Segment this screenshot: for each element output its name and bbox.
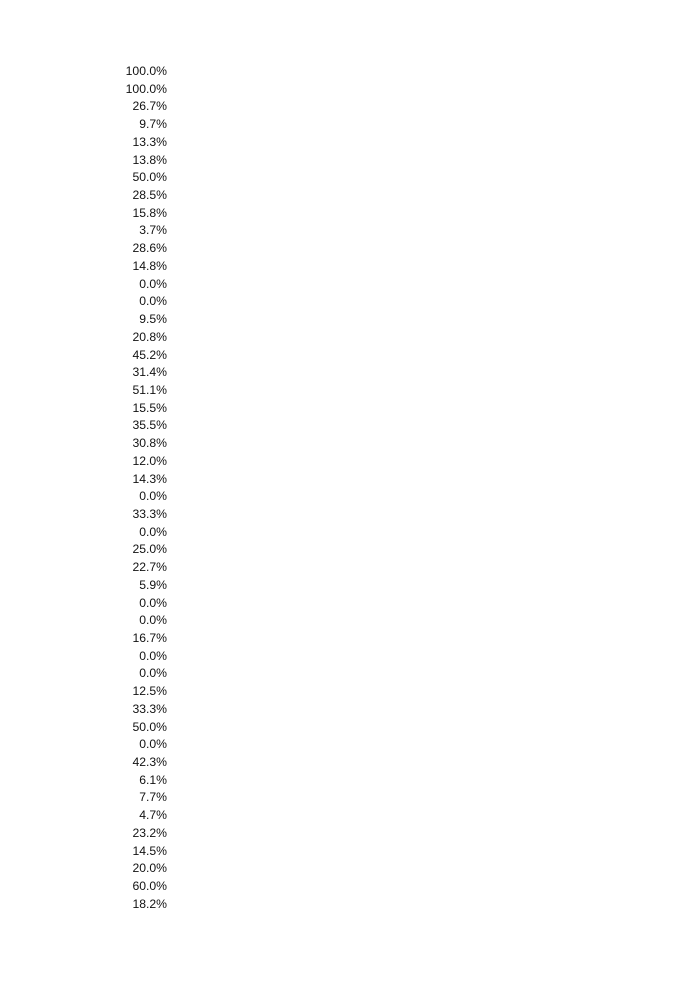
percentage-cell: 14.5% [132, 843, 167, 858]
percentage-cell: 0.0% [139, 737, 167, 752]
percentage-cell: 35.5% [132, 418, 167, 433]
percentage-cell: 26.7% [132, 99, 167, 114]
percentage-cell: 12.0% [132, 453, 167, 468]
percentage-cell: 45.2% [132, 347, 167, 362]
percentage-cell: 13.3% [132, 134, 167, 149]
percentage-cell: 14.8% [132, 258, 167, 273]
percentage-cell: 28.6% [132, 241, 167, 256]
percentage-cell: 15.5% [132, 400, 167, 415]
percentage-cell: 3.7% [139, 223, 167, 238]
percentage-cell: 9.5% [139, 312, 167, 327]
percentage-cell: 28.5% [132, 188, 167, 203]
percentage-cell: 18.2% [132, 896, 167, 911]
percentage-cell: 50.0% [132, 170, 167, 185]
percentage-cell: 23.2% [132, 825, 167, 840]
percentage-cell: 0.0% [139, 489, 167, 504]
percentage-cell: 0.0% [139, 595, 167, 610]
percentage-cell: 20.0% [132, 861, 167, 876]
percentage-cell: 0.0% [139, 666, 167, 681]
percentage-cell: 100.0% [125, 81, 167, 96]
percentage-cell: 100.0% [125, 64, 167, 78]
percentage-cell: 42.3% [132, 755, 167, 770]
percentage-cell: 60.0% [132, 879, 167, 894]
percentage-cell: 14.3% [132, 471, 167, 486]
percentage-cell: 13.8% [132, 152, 167, 167]
percentage-cell: 7.7% [139, 790, 167, 805]
percentage-cell: 15.8% [132, 205, 167, 220]
percentage-cell: 33.3% [132, 506, 167, 521]
percentage-cell: 12.5% [132, 684, 167, 699]
percentage-cell: 16.7% [132, 631, 167, 645]
percentage-cell: 4.7% [139, 808, 167, 823]
percentage-cell: 5.9% [139, 577, 167, 592]
percentage-cell: 0.0% [139, 276, 167, 291]
percentage-cell: 31.4% [132, 365, 167, 380]
percentage-cell: 0.0% [139, 294, 167, 309]
percentage-cell: 25.0% [132, 542, 167, 557]
percentage-cell: 6.1% [139, 772, 167, 787]
percentage-cell: 30.8% [132, 436, 167, 451]
percentage-cell: 0.0% [139, 648, 167, 663]
percentage-cell: 51.1% [132, 382, 167, 397]
percentage-cell: 50.0% [132, 719, 167, 734]
percentage-cell: 0.0% [139, 613, 167, 628]
percentage-cell: 33.3% [132, 701, 167, 716]
percentage-cell: 20.8% [132, 329, 167, 344]
percentage-cell: 0.0% [139, 524, 167, 539]
percentage-column [100, 63, 167, 914]
percentage-cell: 9.7% [139, 117, 167, 132]
percentage-cell: 22.7% [132, 560, 167, 575]
